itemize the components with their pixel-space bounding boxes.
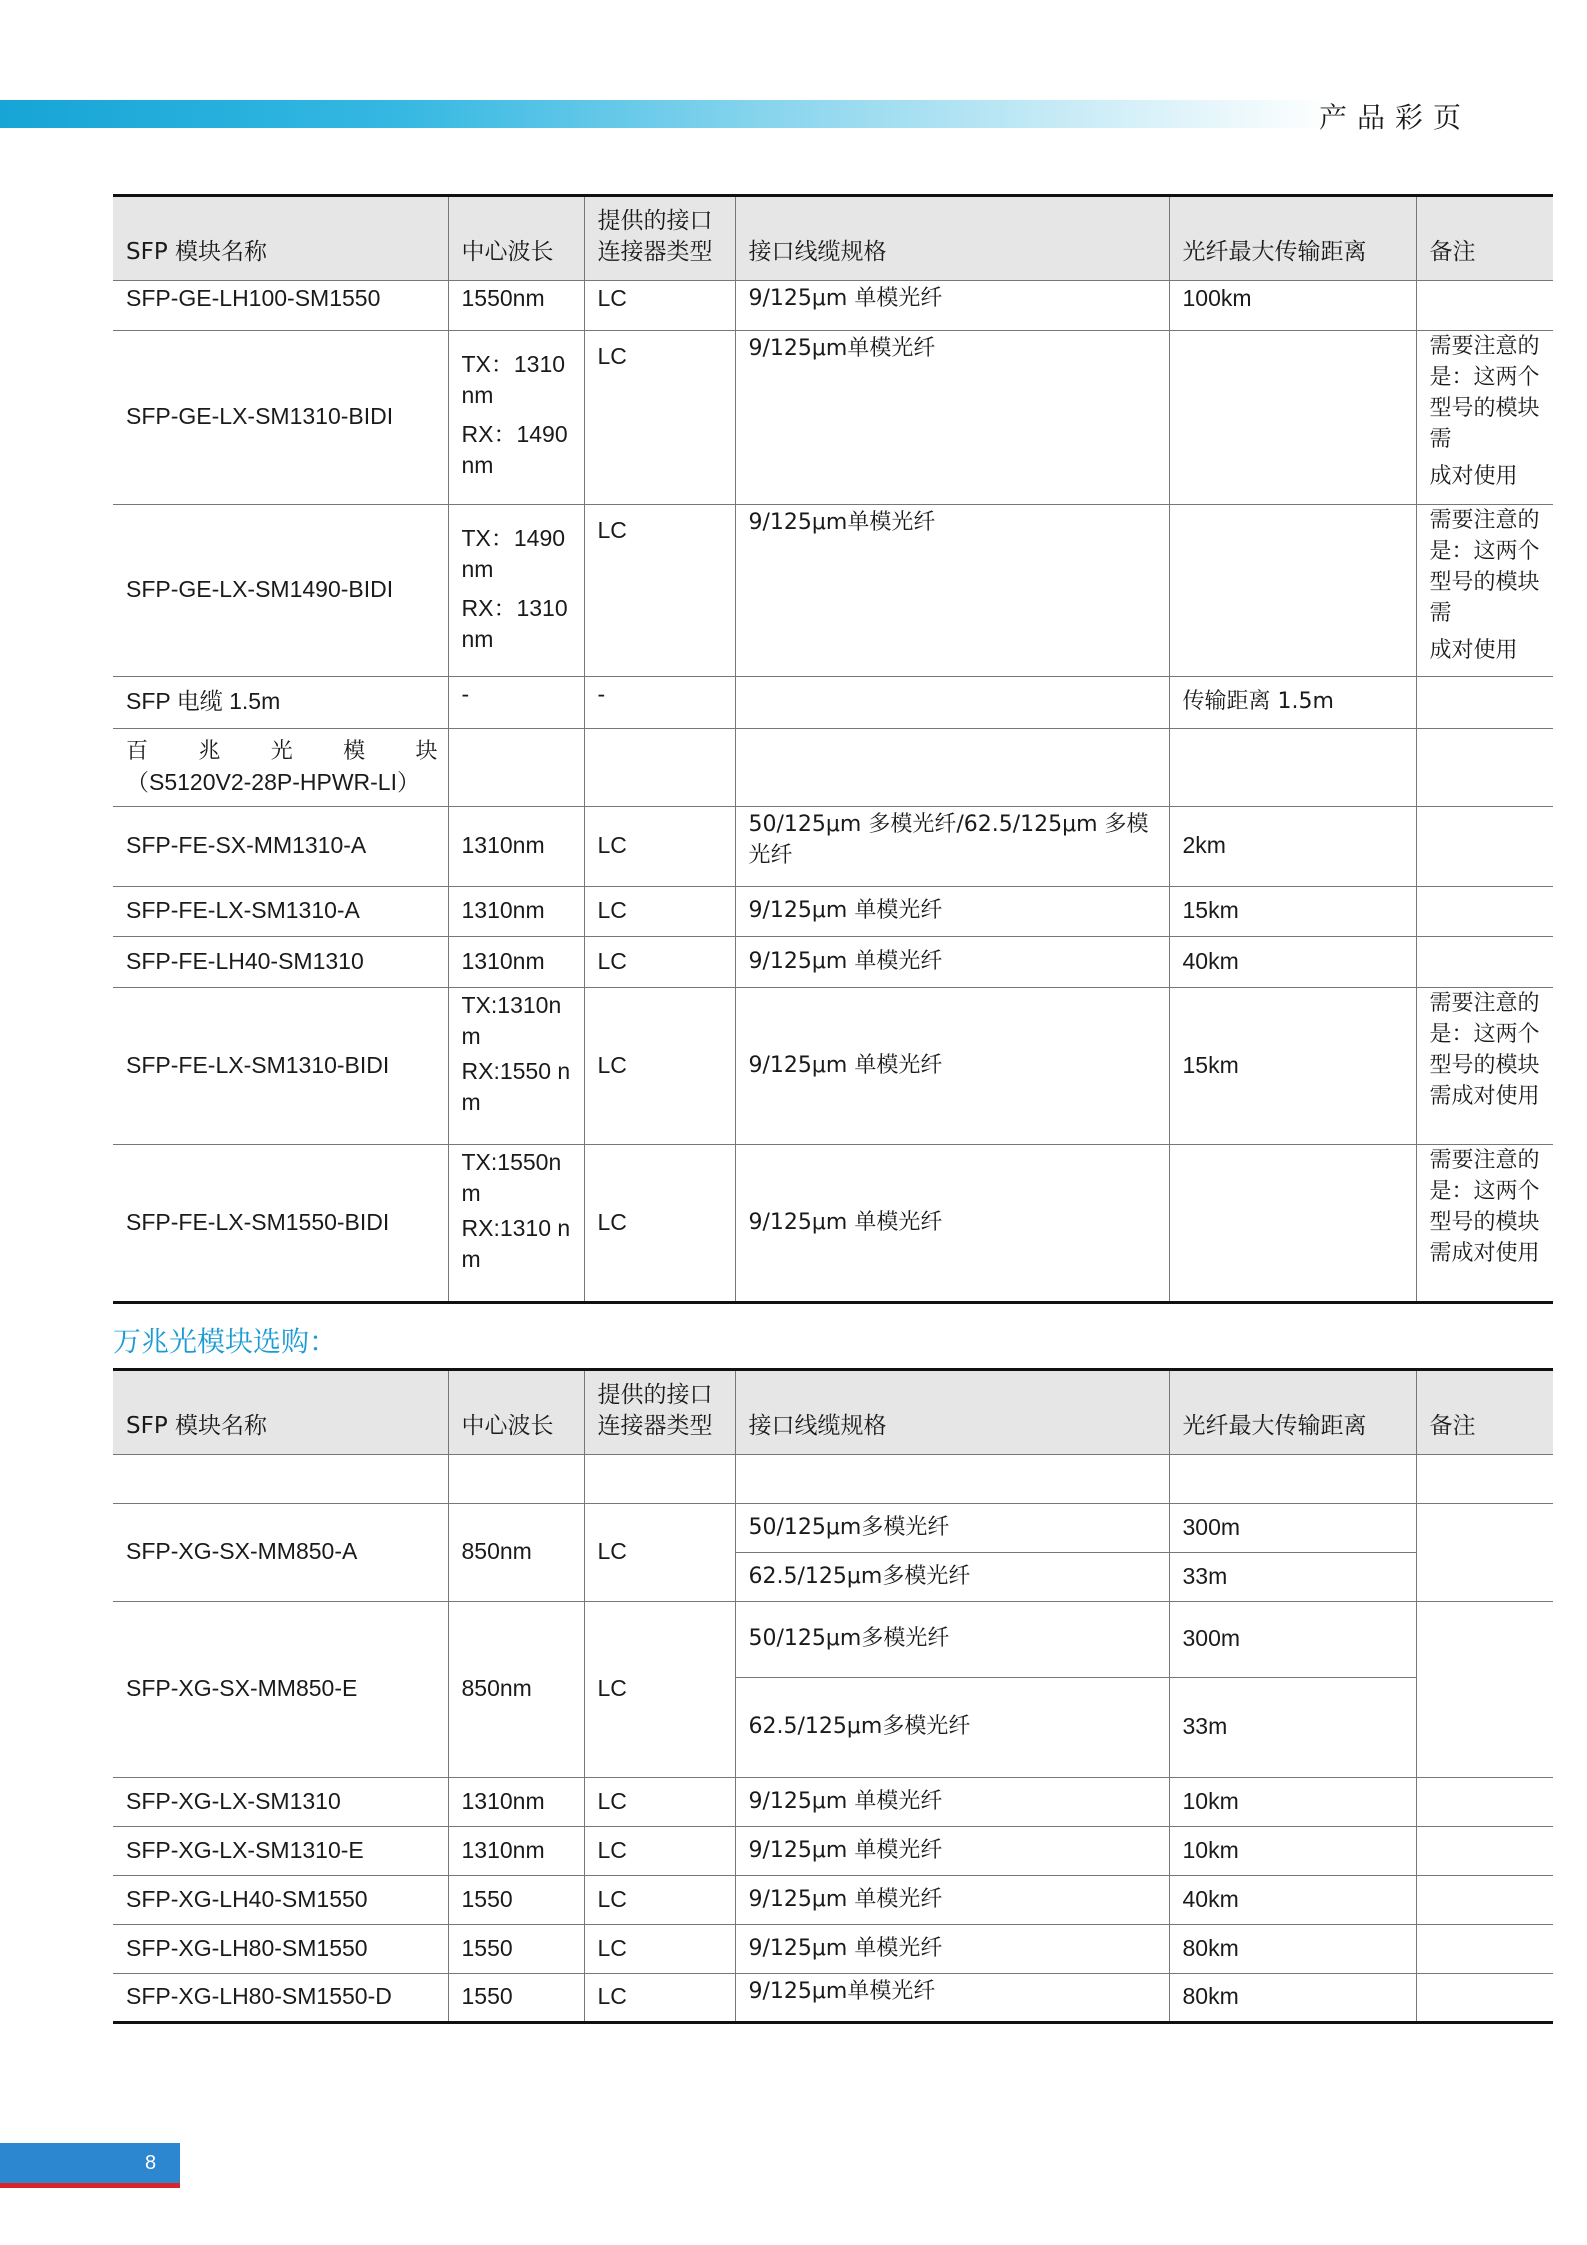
table-header-row bbox=[113, 196, 1553, 281]
max-distance: 15km bbox=[1169, 988, 1416, 1145]
max-distance: 40km bbox=[1169, 937, 1416, 988]
note bbox=[1416, 729, 1553, 807]
cable-spec: 62.5/125μm多模光纤 bbox=[735, 1678, 1169, 1778]
wavelength: 1550 bbox=[448, 1876, 584, 1925]
wavelength: 1310nm bbox=[448, 1778, 584, 1827]
table-row bbox=[113, 1504, 1553, 1553]
table-row bbox=[113, 729, 1553, 807]
column-header: 中心波长 bbox=[448, 196, 584, 281]
column-header: SFP 模块名称 bbox=[113, 1370, 448, 1455]
column-header: SFP 模块名称 bbox=[113, 196, 448, 281]
wavelength-tx: TX:1310nm bbox=[461, 992, 562, 1049]
table-row bbox=[113, 1145, 1553, 1303]
max-distance: 100km bbox=[1169, 281, 1416, 331]
cable-spec: 9/125μm 单模光纤 bbox=[735, 1827, 1169, 1876]
sfp-module-table-2 bbox=[113, 1368, 1553, 2024]
module-name: SFP 电缆 1.5m bbox=[113, 677, 448, 729]
module-name: SFP-XG-LH80-SM1550-D bbox=[113, 1974, 448, 2023]
table-row bbox=[113, 1876, 1553, 1925]
connector-type bbox=[584, 729, 735, 807]
cable-spec: 50/125μm多模光纤 bbox=[735, 1602, 1169, 1678]
module-name: SFP-XG-SX-MM850-E bbox=[113, 1602, 448, 1778]
cable-spec: 9/125μm 单模光纤 bbox=[735, 988, 1169, 1145]
note: 需要注意的是：这两个型号的模块需成对使用 bbox=[1416, 988, 1553, 1145]
wavelength: 850nm bbox=[448, 1602, 584, 1778]
wavelength bbox=[448, 729, 584, 807]
table-row bbox=[113, 1602, 1553, 1678]
module-name: SFP-XG-LH80-SM1550 bbox=[113, 1925, 448, 1974]
module-name: SFP-XG-LX-SM1310 bbox=[113, 1778, 448, 1827]
table-row bbox=[113, 807, 1553, 887]
column-header: 光纤最大传输距离 bbox=[1169, 1370, 1416, 1455]
cable-spec: 9/125μm 单模光纤 bbox=[735, 1778, 1169, 1827]
cable-spec: 9/125μm单模光纤 bbox=[735, 505, 1169, 677]
note bbox=[1416, 887, 1553, 937]
note bbox=[1416, 281, 1553, 331]
table-row bbox=[113, 281, 1553, 331]
max-distance: 33m bbox=[1169, 1553, 1416, 1602]
cable-spec: 50/125μm多模光纤 bbox=[735, 1504, 1169, 1553]
wavelength: 1550 bbox=[448, 1974, 584, 2023]
column-header: 备注 bbox=[1416, 196, 1553, 281]
column-header: 提供的接口连接器类型 bbox=[584, 1370, 735, 1455]
max-distance: 10km bbox=[1169, 1778, 1416, 1827]
module-name: SFP-XG-SX-MM850-A bbox=[113, 1504, 448, 1602]
connector-type: LC bbox=[584, 505, 735, 677]
module-name: SFP-FE-LX-SM1550-BIDI bbox=[113, 1145, 448, 1303]
wavelength bbox=[448, 988, 584, 1145]
wavelength: 1310nm bbox=[448, 807, 584, 887]
cable-spec: 9/125μm单模光纤 bbox=[735, 1974, 1169, 2023]
note bbox=[1416, 505, 1553, 677]
max-distance: 80km bbox=[1169, 1925, 1416, 1974]
note-text: 需要注意的是：这两个型号的模块需 bbox=[1429, 334, 1540, 452]
connector-type: LC bbox=[584, 331, 735, 505]
max-distance: 33m bbox=[1169, 1678, 1416, 1778]
max-distance: 300m bbox=[1169, 1602, 1416, 1678]
note bbox=[1416, 807, 1553, 887]
connector-type: LC bbox=[584, 1602, 735, 1778]
table-row bbox=[113, 331, 1553, 505]
cable-spec: 9/125μm 单模光纤 bbox=[735, 1925, 1169, 1974]
module-name: SFP-GE-LX-SM1490-BIDI bbox=[113, 505, 448, 677]
module-name: SFP-XG-LX-SM1310-E bbox=[113, 1827, 448, 1876]
cable-spec: 9/125μm 单模光纤 bbox=[735, 937, 1169, 988]
wavelength: 1550nm bbox=[448, 281, 584, 331]
max-distance bbox=[1169, 331, 1416, 505]
cable-spec: 9/125μm 单模光纤 bbox=[735, 887, 1169, 937]
connector-type: LC bbox=[584, 1504, 735, 1602]
column-header: 接口线缆规格 bbox=[735, 196, 1169, 281]
table-row bbox=[113, 677, 1553, 729]
note bbox=[1416, 331, 1553, 505]
cable-spec: 9/125μm单模光纤 bbox=[735, 331, 1169, 505]
column-header: 中心波长 bbox=[448, 1370, 584, 1455]
wavelength-tx: TX：1490 nm bbox=[461, 525, 566, 582]
wavelength: 1310nm bbox=[448, 937, 584, 988]
module-name: SFP-GE-LX-SM1310-BIDI bbox=[113, 331, 448, 505]
table-row bbox=[113, 1827, 1553, 1876]
table-header-row bbox=[113, 1370, 1553, 1455]
table-row bbox=[113, 1925, 1553, 1974]
wavelength-rx: RX:1550 nm bbox=[461, 1058, 571, 1115]
connector-type: LC bbox=[584, 887, 735, 937]
column-header: 接口线缆规格 bbox=[735, 1370, 1169, 1455]
max-distance bbox=[1169, 505, 1416, 677]
wavelength: 1310nm bbox=[448, 887, 584, 937]
cable-spec: 9/125μm 单模光纤 bbox=[735, 281, 1169, 331]
connector-type: LC bbox=[584, 281, 735, 331]
max-distance: 2km bbox=[1169, 807, 1416, 887]
category-model: （S5120V2-28P-HPWR-LI） bbox=[126, 768, 420, 795]
connector-type: LC bbox=[584, 1974, 735, 2023]
page-number: 8 bbox=[145, 2152, 157, 2174]
connector-type: - bbox=[584, 677, 735, 729]
cable-spec: 62.5/125μm多模光纤 bbox=[735, 1553, 1169, 1602]
table-row bbox=[113, 505, 1553, 677]
module-name: SFP-FE-LX-SM1310-BIDI bbox=[113, 988, 448, 1145]
cable-spec: 50/125μm 多模光纤/62.5/125μm 多模光纤 bbox=[735, 807, 1169, 887]
wavelength bbox=[448, 331, 584, 505]
max-distance: 15km bbox=[1169, 887, 1416, 937]
table-row-empty bbox=[113, 1455, 1553, 1504]
connector-type: LC bbox=[584, 807, 735, 887]
max-distance: 10km bbox=[1169, 1827, 1416, 1876]
subtitle-10g-modules: 万兆光模块选购： bbox=[113, 1325, 338, 1358]
wavelength-rx: RX:1310 nm bbox=[461, 1215, 571, 1272]
section-title: 产品彩页 bbox=[1318, 101, 1471, 134]
max-distance: 传输距离 1.5m bbox=[1169, 677, 1416, 729]
note bbox=[1416, 677, 1553, 729]
column-header: 提供的接口连接器类型 bbox=[584, 196, 735, 281]
connector-type: LC bbox=[584, 1778, 735, 1827]
connector-type: LC bbox=[584, 1925, 735, 1974]
connector-type: LC bbox=[584, 1827, 735, 1876]
connector-type: LC bbox=[584, 1145, 735, 1303]
module-name: SFP-FE-SX-MM1310-A bbox=[113, 807, 448, 887]
table-row bbox=[113, 1778, 1553, 1827]
module-name: SFP-FE-LH40-SM1310 bbox=[113, 937, 448, 988]
wavelength: 850nm bbox=[448, 1504, 584, 1602]
wavelength-tx: TX:1550nm bbox=[461, 1149, 562, 1206]
column-header: 光纤最大传输距离 bbox=[1169, 196, 1416, 281]
connector-type: LC bbox=[584, 988, 735, 1145]
module-name: SFP-GE-LH100-SM1550 bbox=[113, 281, 448, 331]
note-text-cont: 成对使用 bbox=[1429, 464, 1518, 489]
table-row bbox=[113, 1974, 1553, 2023]
max-distance: 80km bbox=[1169, 1974, 1416, 2023]
wavelength-rx: RX：1310 nm bbox=[461, 595, 568, 652]
note bbox=[1416, 937, 1553, 988]
cable-spec: 9/125μm 单模光纤 bbox=[735, 1876, 1169, 1925]
cable-spec: 9/125μm 单模光纤 bbox=[735, 1145, 1169, 1303]
note-text-cont: 成对使用 bbox=[1429, 638, 1518, 663]
module-name: SFP-XG-LH40-SM1550 bbox=[113, 1876, 448, 1925]
max-distance bbox=[1169, 1145, 1416, 1303]
table-row bbox=[113, 937, 1553, 988]
wavelength: - bbox=[448, 677, 584, 729]
wavelength: 1310nm bbox=[448, 1827, 584, 1876]
wavelength-tx: TX：1310 nm bbox=[461, 351, 566, 408]
connector-type: LC bbox=[584, 937, 735, 988]
category-label: 百兆光模块 bbox=[126, 738, 438, 764]
connector-type: LC bbox=[584, 1876, 735, 1925]
module-name bbox=[113, 729, 448, 807]
max-distance bbox=[1169, 729, 1416, 807]
sfp-module-table-1 bbox=[113, 194, 1553, 1304]
wavelength: 1550 bbox=[448, 1925, 584, 1974]
wavelength-rx: RX：1490 nm bbox=[461, 421, 568, 478]
cable-spec bbox=[735, 677, 1169, 729]
table-row bbox=[113, 988, 1553, 1145]
wavelength bbox=[448, 505, 584, 677]
table-row bbox=[113, 887, 1553, 937]
module-name: SFP-FE-LX-SM1310-A bbox=[113, 887, 448, 937]
cable-spec bbox=[735, 729, 1169, 807]
column-header: 备注 bbox=[1416, 1370, 1553, 1455]
wavelength bbox=[448, 1145, 584, 1303]
max-distance: 40km bbox=[1169, 1876, 1416, 1925]
max-distance: 300m bbox=[1169, 1504, 1416, 1553]
note: 需要注意的是：这两个型号的模块需成对使用 bbox=[1416, 1145, 1553, 1303]
note-text: 需要注意的是：这两个型号的模块需 bbox=[1429, 508, 1540, 626]
header-gradient-bar bbox=[0, 100, 1330, 128]
